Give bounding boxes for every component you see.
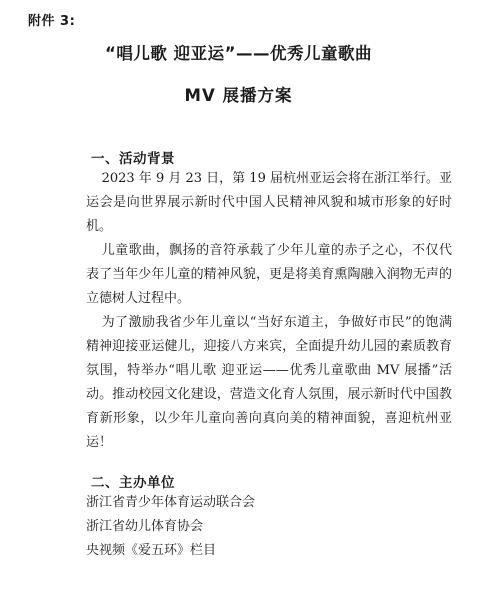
background-paragraph-3: 为了激励我省少年儿童以“当好东道主，争做好市民”的饱满精神迎接亚运健儿，迎接八方来宾，全面提升幼儿园的素质教育氛围，特举办“唱儿歌 迎亚运——优秀儿童歌曲 MV 展播”活动。推动校园文化建设，营造文化育人氛围，展示新时代中国教育新形象，以少年儿童向善向真向美的精神面貌，喜迎杭州亚运！ (86, 315, 452, 450)
document-title-line-1: “唱儿歌 迎亚运”——优秀儿童歌曲 (105, 44, 372, 63)
background-paragraph-1: 2023 年 9 月 23 日，第 19 届杭州亚运会将在浙江举行。亚运会是向世界展示新时代中国人民精神风貌和城市形象的好时机。 (86, 171, 452, 234)
attachment-label: 附件 3: (28, 14, 76, 29)
section-heading-background: 一、活动背景 (91, 151, 175, 167)
document-title-line-2: MV 展播方案 (184, 86, 293, 105)
section-heading-organizers: 二、主办单位 (91, 475, 175, 491)
organizer-item: 浙江省青少年体育运动联合会 (86, 495, 256, 510)
organizer-item: 浙江省幼儿体育协会 (86, 519, 204, 534)
organizer-item: 央视频《爱五环》栏目 (86, 543, 217, 558)
background-paragraph-2: 儿童歌曲，飘扬的音符承载了少年儿童的赤子之心，不仅代表了当年少年儿童的精神风貌，更是将美育熏陶融入润物无声的立德树人过程中。 (86, 243, 452, 306)
